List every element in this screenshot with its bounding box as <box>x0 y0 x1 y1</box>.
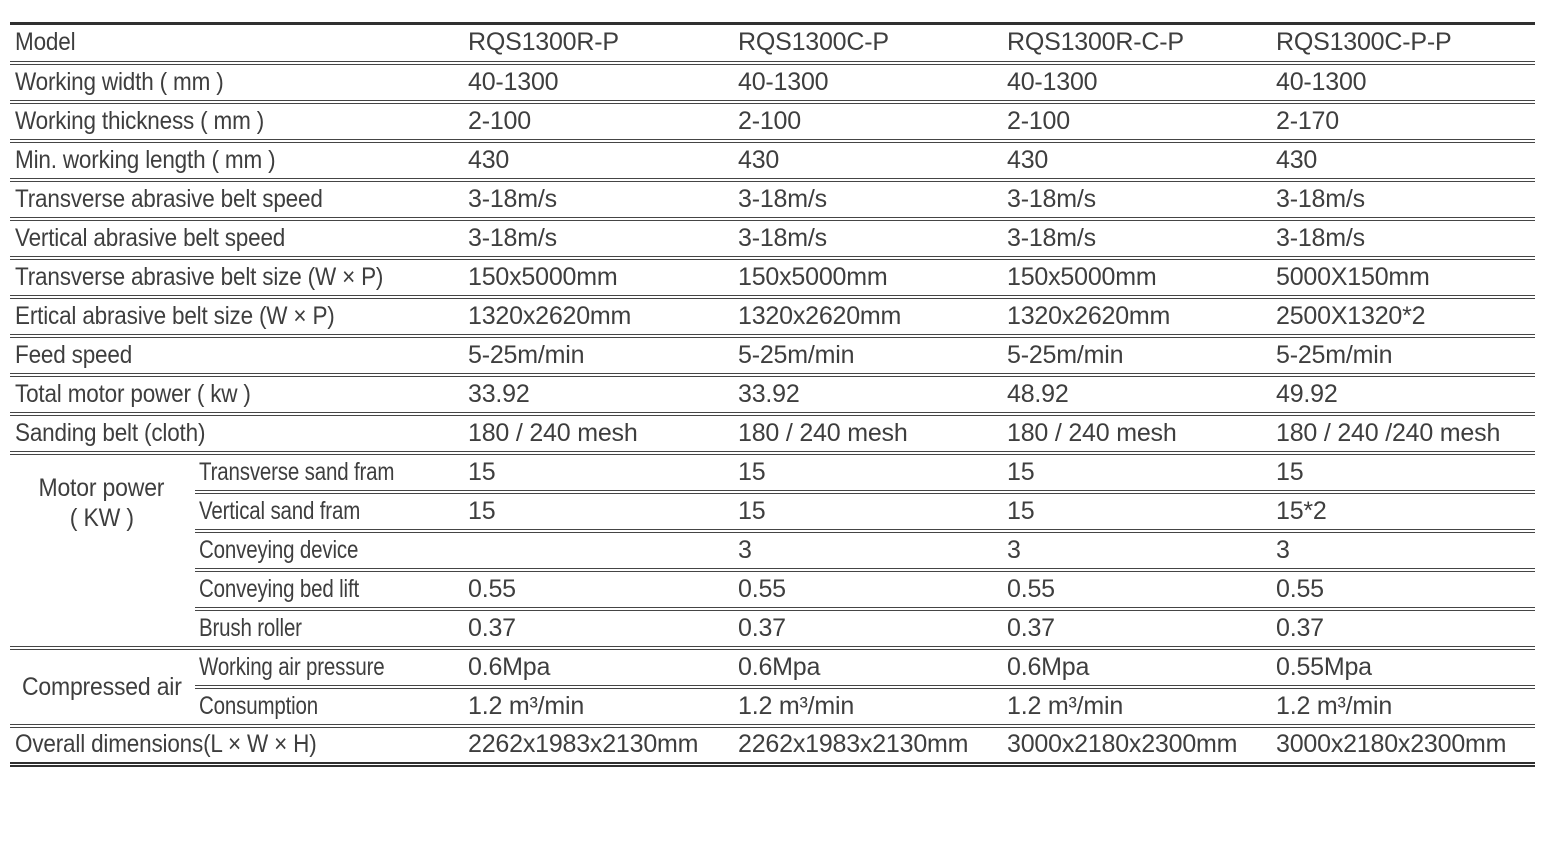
cell-value: 3-18m/s <box>733 219 1002 258</box>
model-column-1: RQS1300R-P <box>468 28 619 57</box>
group-label-motor-power <box>10 453 195 648</box>
cell-value: 1320x2620mm <box>1002 297 1271 336</box>
cell-value: 2-100 <box>1002 102 1271 141</box>
model-column-4: RQS1300C-P-P <box>1276 28 1452 57</box>
row-min-working-length <box>10 141 1535 180</box>
sub-row-label: Working air pressure <box>195 648 463 687</box>
cell-value: 15 <box>1002 453 1271 492</box>
cell-value: 3 <box>1002 531 1271 570</box>
cell-value: 15*2 <box>1271 492 1535 531</box>
cell-value: 180 / 240 mesh <box>1002 414 1271 453</box>
row-sanding-belt <box>10 414 1535 453</box>
row-transverse-belt-size <box>10 258 1535 297</box>
group-title: Motor power <box>38 473 165 502</box>
cell-value: 1.2 m³/min <box>733 687 1002 726</box>
cell-value: 3 <box>1271 531 1535 570</box>
cell-value: 150x5000mm <box>1002 258 1271 297</box>
cell-value: 40-1300 <box>463 63 733 102</box>
cell-value: 180 / 240 mesh <box>463 414 733 453</box>
row-motor-power-brush-roller <box>10 609 1535 648</box>
cell-value: 5-25m/min <box>1002 336 1271 375</box>
cell-value: 3000x2180x2300mm <box>1002 726 1271 765</box>
cell-value: 15 <box>733 453 1002 492</box>
cell-value: 3-18m/s <box>1271 180 1535 219</box>
cell-value: 15 <box>463 492 733 531</box>
row-label: Working thickness ( mm ) <box>10 102 463 141</box>
sub-row-label: Conveying device <box>195 531 463 570</box>
cell-value: 3-18m/s <box>1002 219 1271 258</box>
cell-value: 0.6Mpa <box>463 648 733 687</box>
row-air-pressure <box>10 648 1535 687</box>
row-motor-power-transverse <box>10 453 1535 492</box>
cell-value: 1.2 m³/min <box>463 687 733 726</box>
row-working-width <box>10 63 1535 102</box>
sub-row-label: Vertical sand fram <box>195 492 463 531</box>
cell-value: 15 <box>733 492 1002 531</box>
row-air-consumption <box>10 687 1535 726</box>
cell-value: 2-100 <box>733 102 1002 141</box>
row-label: Total motor power ( kw ) <box>10 375 463 414</box>
header-label: Model <box>15 28 76 57</box>
cell-value: 3-18m/s <box>463 219 733 258</box>
row-label: Transverse abrasive belt size (W × P) <box>10 258 463 297</box>
row-vertical-belt-speed <box>10 219 1535 258</box>
model-column-3: RQS1300R-C-P <box>1007 28 1184 57</box>
cell-value: 430 <box>1271 141 1535 180</box>
cell-value: 0.55 <box>463 570 733 609</box>
row-label: Min. working length ( mm ) <box>10 141 463 180</box>
row-motor-power-bed-lift <box>10 570 1535 609</box>
group-label-compressed-air <box>10 648 195 726</box>
cell-value: 0.6Mpa <box>1002 648 1271 687</box>
cell-value: 5-25m/min <box>1271 336 1535 375</box>
cell-value: 3-18m/s <box>1002 180 1271 219</box>
row-label: Sanding belt (cloth) <box>10 414 463 453</box>
cell-value: 5-25m/min <box>463 336 733 375</box>
spec-table <box>10 22 1535 767</box>
cell-value: 430 <box>1002 141 1271 180</box>
cell-value: 3-18m/s <box>463 180 733 219</box>
cell-value: 1.2 m³/min <box>1002 687 1271 726</box>
row-label: Overall dimensions(L × W × H) <box>10 726 463 765</box>
cell-value: 2262x1983x2130mm <box>463 726 733 765</box>
cell-value: 15 <box>1002 492 1271 531</box>
row-transverse-belt-speed <box>10 180 1535 219</box>
row-overall-dimensions <box>10 726 1535 765</box>
cell-value: 150x5000mm <box>733 258 1002 297</box>
row-vertical-belt-size <box>10 297 1535 336</box>
cell-value: 1.2 m³/min <box>1271 687 1535 726</box>
row-total-motor-power <box>10 375 1535 414</box>
sub-row-label: Conveying bed lift <box>195 570 463 609</box>
cell-value: 0.37 <box>733 609 1002 648</box>
sub-row-label: Transverse sand fram <box>195 453 463 492</box>
cell-value: 33.92 <box>733 375 1002 414</box>
cell-value: 1320x2620mm <box>463 297 733 336</box>
cell-value <box>463 531 733 570</box>
spec-table-container <box>10 22 1535 767</box>
cell-value: 15 <box>463 453 733 492</box>
header-row <box>10 24 1535 63</box>
cell-value: 49.92 <box>1271 375 1535 414</box>
sub-row-label: Brush roller <box>195 609 463 648</box>
cell-value: 0.37 <box>1002 609 1271 648</box>
cell-value: 0.55 <box>1271 570 1535 609</box>
cell-value: 430 <box>733 141 1002 180</box>
cell-value: 2262x1983x2130mm <box>733 726 1002 765</box>
cell-value: 2500X1320*2 <box>1271 297 1535 336</box>
model-column-2: RQS1300C-P <box>738 28 889 57</box>
cell-value: 48.92 <box>1002 375 1271 414</box>
cell-value: 40-1300 <box>1271 63 1535 102</box>
row-label: Working width ( mm ) <box>10 63 463 102</box>
cell-value: 40-1300 <box>1002 63 1271 102</box>
row-feed-speed <box>10 336 1535 375</box>
group-title: Compressed air <box>21 672 182 701</box>
cell-value: 3 <box>733 531 1002 570</box>
cell-value: 0.55 <box>733 570 1002 609</box>
cell-value: 0.55 <box>1002 570 1271 609</box>
cell-value: 430 <box>463 141 733 180</box>
row-working-thickness <box>10 102 1535 141</box>
group-unit: ( KW ) <box>69 503 134 532</box>
cell-value: 5000X150mm <box>1271 258 1535 297</box>
cell-value: 1320x2620mm <box>733 297 1002 336</box>
cell-value: 5-25m/min <box>733 336 1002 375</box>
row-label: Transverse abrasive belt speed <box>10 180 463 219</box>
cell-value: 180 / 240 /240 mesh <box>1271 414 1535 453</box>
cell-value: 180 / 240 mesh <box>733 414 1002 453</box>
row-motor-power-conveying-device <box>10 531 1535 570</box>
cell-value: 0.37 <box>463 609 733 648</box>
cell-value: 0.55Mpa <box>1271 648 1535 687</box>
cell-value: 2-100 <box>463 102 733 141</box>
cell-value: 40-1300 <box>733 63 1002 102</box>
cell-value: 0.37 <box>1271 609 1535 648</box>
cell-value: 0.6Mpa <box>733 648 1002 687</box>
cell-value: 150x5000mm <box>463 258 733 297</box>
cell-value: 15 <box>1271 453 1535 492</box>
cell-value: 2-170 <box>1271 102 1535 141</box>
cell-value: 33.92 <box>463 375 733 414</box>
row-label: Vertical abrasive belt speed <box>10 219 463 258</box>
cell-value: 3-18m/s <box>1271 219 1535 258</box>
cell-value: 3-18m/s <box>733 180 1002 219</box>
row-label: Feed speed <box>10 336 463 375</box>
cell-value: 3000x2180x2300mm <box>1271 726 1535 765</box>
sub-row-label: Consumption <box>195 687 463 726</box>
row-label: Ertical abrasive belt size (W × P) <box>10 297 463 336</box>
row-motor-power-vertical <box>10 492 1535 531</box>
